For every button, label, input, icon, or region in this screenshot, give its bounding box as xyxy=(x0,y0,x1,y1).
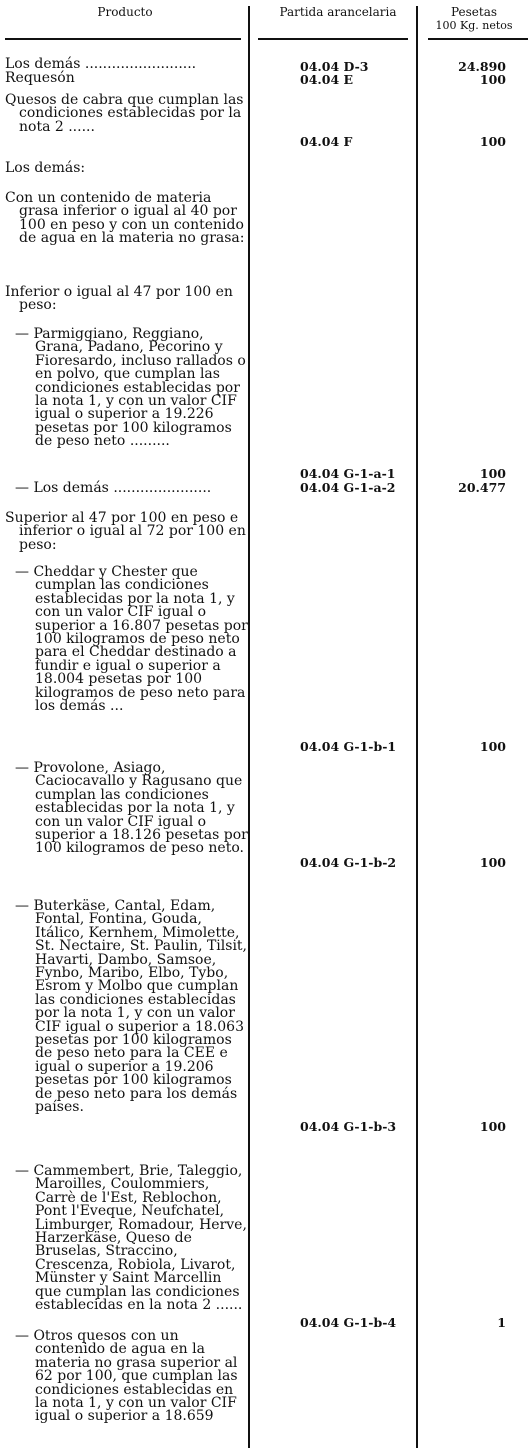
entry-text: — Buterkäse, Cantal, Edam, Fontal, Fontina, Gouda, Itálico, Kernhem, Mimolette, St. Nectaire, St. Paulin, Tilsit, Havarti, Dambo, Samsoe, Fynbo, Maribo, Elbo, Tybo, Esrom y Molbo que cumplan las condiciones establecidas por la nota 1, y con un valor CIF igual o superior a 18.063 pesetas por 100 kilogramos de peso neto para la CEE e igual o superior a 19.206 pesetas por 100 kilogramos de peso neto para los demás países. xyxy=(15,898,247,1116)
value-1: 100 xyxy=(479,72,506,87)
entry-text: — Provolone, Asiago, Caciocavallo y Ragusano que cumplan las condiciones establecidas por la nota 1, y con un valor CIF igual o superior a 18.126 pesetas por 100 kilogramos de peso neto. xyxy=(15,760,248,857)
code-7: 04.04 G-1-a-2 xyxy=(300,480,396,495)
entry-5 xyxy=(5,286,248,313)
entry-text: Los demás: xyxy=(5,160,86,176)
code-12: 04.04 G-1-b-4 xyxy=(300,1315,397,1330)
entry-3 xyxy=(5,162,248,175)
entry-text: Los demás ......................... xyxy=(5,56,197,72)
header-pesetas-line1: Pesetas xyxy=(450,5,498,19)
entry-1 xyxy=(5,72,248,85)
entry-7 xyxy=(5,482,248,495)
code-10: 04.04 G-1-b-2 xyxy=(300,855,397,870)
entry-text: Requesón xyxy=(5,70,75,86)
value-12: 1 xyxy=(497,1315,506,1330)
entry-4 xyxy=(5,192,248,246)
header-producto: Producto xyxy=(97,5,153,19)
code-0: 04.04 D-3 xyxy=(300,59,369,74)
header-partida: Partida arancelaria xyxy=(279,5,397,19)
entry-6 xyxy=(5,328,248,449)
entry-8 xyxy=(5,512,248,552)
entry-2 xyxy=(5,94,248,134)
entry-text: — Los demás ...................... xyxy=(15,480,212,496)
entry-text: — Cammembert, Brie, Taleggio, Maroilles, Coulommiers, Carrè de l'Est, Reblochon, Pont l'Eveque, Neufchatel, Limburger, Romadour, Herve, Harzerkäse, Queso de Bruselas, Straccino, Crescenza, Robiola, Livarot, Münster y Saint Marcellin que cumplan las condiciones establecidas en la nota 2 ...... xyxy=(15,1163,247,1314)
code-6: 04.04 G-1-a-1 xyxy=(300,466,396,481)
code-2: 04.04 F xyxy=(300,134,353,149)
code-9: 04.04 G-1-b-1 xyxy=(300,739,397,754)
header-rule-right xyxy=(428,38,528,40)
value-7: 20.477 xyxy=(458,480,506,495)
entry-9 xyxy=(5,566,248,713)
value-2: 100 xyxy=(479,134,506,149)
value-11: 100 xyxy=(479,1119,506,1134)
entry-11 xyxy=(5,900,248,1115)
entry-text: — Otros quesos con un contenido de agua en la materia no grasa superior al 62 por 100, que cumplan las condiciones establecidas en la nota 1, y con un valor CIF igual o superior a 18.659 xyxy=(15,1328,238,1425)
code-1: 04.04 E xyxy=(300,72,354,87)
header-pesetas xyxy=(416,6,532,32)
value-6: 100 xyxy=(479,466,506,481)
code-11: 04.04 G-1-b-3 xyxy=(300,1119,397,1134)
entry-text: — Cheddar y Chester que cumplan las condiciones establecidas por la nota 1, y con un valor CIF igual o superior a 16.807 pesetas por 100 kilogramos de peso neto para el Cheddar destinado a fundir e igual o superior a 18.004 pesetas por 100 kilogramos de peso neto para los demás ... xyxy=(15,564,248,715)
header-pesetas-line2: 100 Kg. netos xyxy=(435,19,513,32)
entry-text: Superior al 47 por 100 en peso e inferior o igual al 72 por 100 en peso: xyxy=(5,510,246,553)
entry-10 xyxy=(5,762,248,856)
column-divider-right xyxy=(416,6,418,1448)
header-rule-mid xyxy=(258,38,408,40)
header-rule-left xyxy=(5,38,241,40)
entry-13 xyxy=(5,1330,248,1424)
entry-12 xyxy=(5,1165,248,1312)
value-10: 100 xyxy=(479,855,506,870)
column-divider-left xyxy=(248,6,250,1448)
entry-text: Con un contenido de materia grasa inferior o igual al 40 por 100 en peso y con un contenido de agua en la materia no grasa: xyxy=(5,190,245,247)
value-9: 100 xyxy=(479,739,506,754)
value-0: 24.890 xyxy=(458,59,506,74)
entry-text: Quesos de cabra que cumplan las condiciones establecidas por la nota 2 ...... xyxy=(5,92,244,135)
entry-text: — Parmiggiano, Reggiano, Grana, Padano, Pecorino y Fioresardo, incluso rallados o en polvo, que cumplan las condiciones establecidas por la nota 1, y con un valor CIF igual o superior a 19.226 pesetas por 100 kilogramos de peso neto ......... xyxy=(15,326,246,450)
entry-text: Inferior o igual al 47 por 100 en peso: xyxy=(5,284,233,314)
